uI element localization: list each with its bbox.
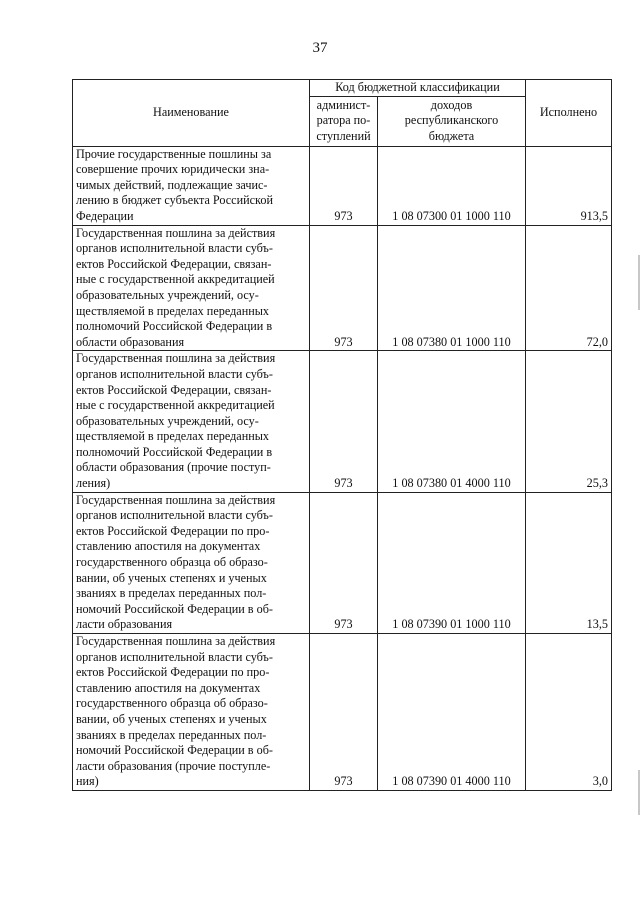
header-revenue: доходов республиканского бюджета bbox=[378, 96, 526, 146]
row-revenue-code: 1 08 07380 01 1000 110 bbox=[378, 225, 526, 351]
row-revenue-code: 1 08 07380 01 4000 110 bbox=[378, 351, 526, 492]
header-code-group: Код бюджетной классификации bbox=[310, 80, 526, 97]
row-amount: 3,0 bbox=[526, 634, 612, 791]
row-name: Государственная пошлина за действия органов исполнительной власти субъ- ектов Российской Федерации, связан- ные с государственной аккредитацией образовательных учреждений, осу- ществляемой в пределах переданных полномочий Российской Федерации в области образования (прочие поступ- ления) bbox=[73, 351, 310, 492]
row-admin-code: 973 bbox=[310, 146, 378, 225]
row-admin-code: 973 bbox=[310, 634, 378, 791]
row-amount: 913,5 bbox=[526, 146, 612, 225]
table-row bbox=[73, 492, 612, 633]
row-name: Государственная пошлина за действия органов исполнительной власти субъ- ектов Российской Федерации по про- ставлению апостиля на документах государственного образца об образо- вании, об ученых степенях и ученых званиях в пределах переданных пол- номочий Российской Федерации в об- ласти образования bbox=[73, 492, 310, 633]
row-amount: 13,5 bbox=[526, 492, 612, 633]
table-row bbox=[73, 225, 612, 351]
row-admin-code: 973 bbox=[310, 351, 378, 492]
row-revenue-code: 1 08 07390 01 1000 110 bbox=[378, 492, 526, 633]
table-row bbox=[73, 634, 612, 791]
page-number: 37 bbox=[312, 40, 328, 56]
table-row bbox=[73, 146, 612, 225]
header-row-top bbox=[73, 80, 612, 97]
header-admin: админист- ратора по- ступлений bbox=[310, 96, 378, 146]
row-amount: 72,0 bbox=[526, 225, 612, 351]
row-amount: 25,3 bbox=[526, 351, 612, 492]
row-admin-code: 973 bbox=[310, 225, 378, 351]
budget-table bbox=[72, 79, 612, 791]
row-name: Государственная пошлина за действия органов исполнительной власти субъ- ектов Российской Федерации, связан- ные с государственной аккредитацией образовательных учреждений, осу- ществляемой в пределах переданных полномочий Российской Федерации в области образования bbox=[73, 225, 310, 351]
header-name: Наименование bbox=[73, 80, 310, 147]
row-name: Прочие государственные пошлины за совершение прочих юридически зна- чимых действий, подлежащие зачис- лению в бюджет субъекта Российской Федерации bbox=[73, 146, 310, 225]
header-executed: Исполнено bbox=[526, 80, 612, 147]
row-revenue-code: 1 08 07300 01 1000 110 bbox=[378, 146, 526, 225]
table-row bbox=[73, 351, 612, 492]
row-admin-code: 973 bbox=[310, 492, 378, 633]
row-name: Государственная пошлина за действия органов исполнительной власти субъ- ектов Российской Федерации по про- ставлению апостиля на документах государственного образца об образо- вании, об ученых степенях и ученых званиях в пределах переданных пол- номочий Российской Федерации в об- ласти образования (прочие поступле- ния) bbox=[73, 634, 310, 791]
row-revenue-code: 1 08 07390 01 4000 110 bbox=[378, 634, 526, 791]
